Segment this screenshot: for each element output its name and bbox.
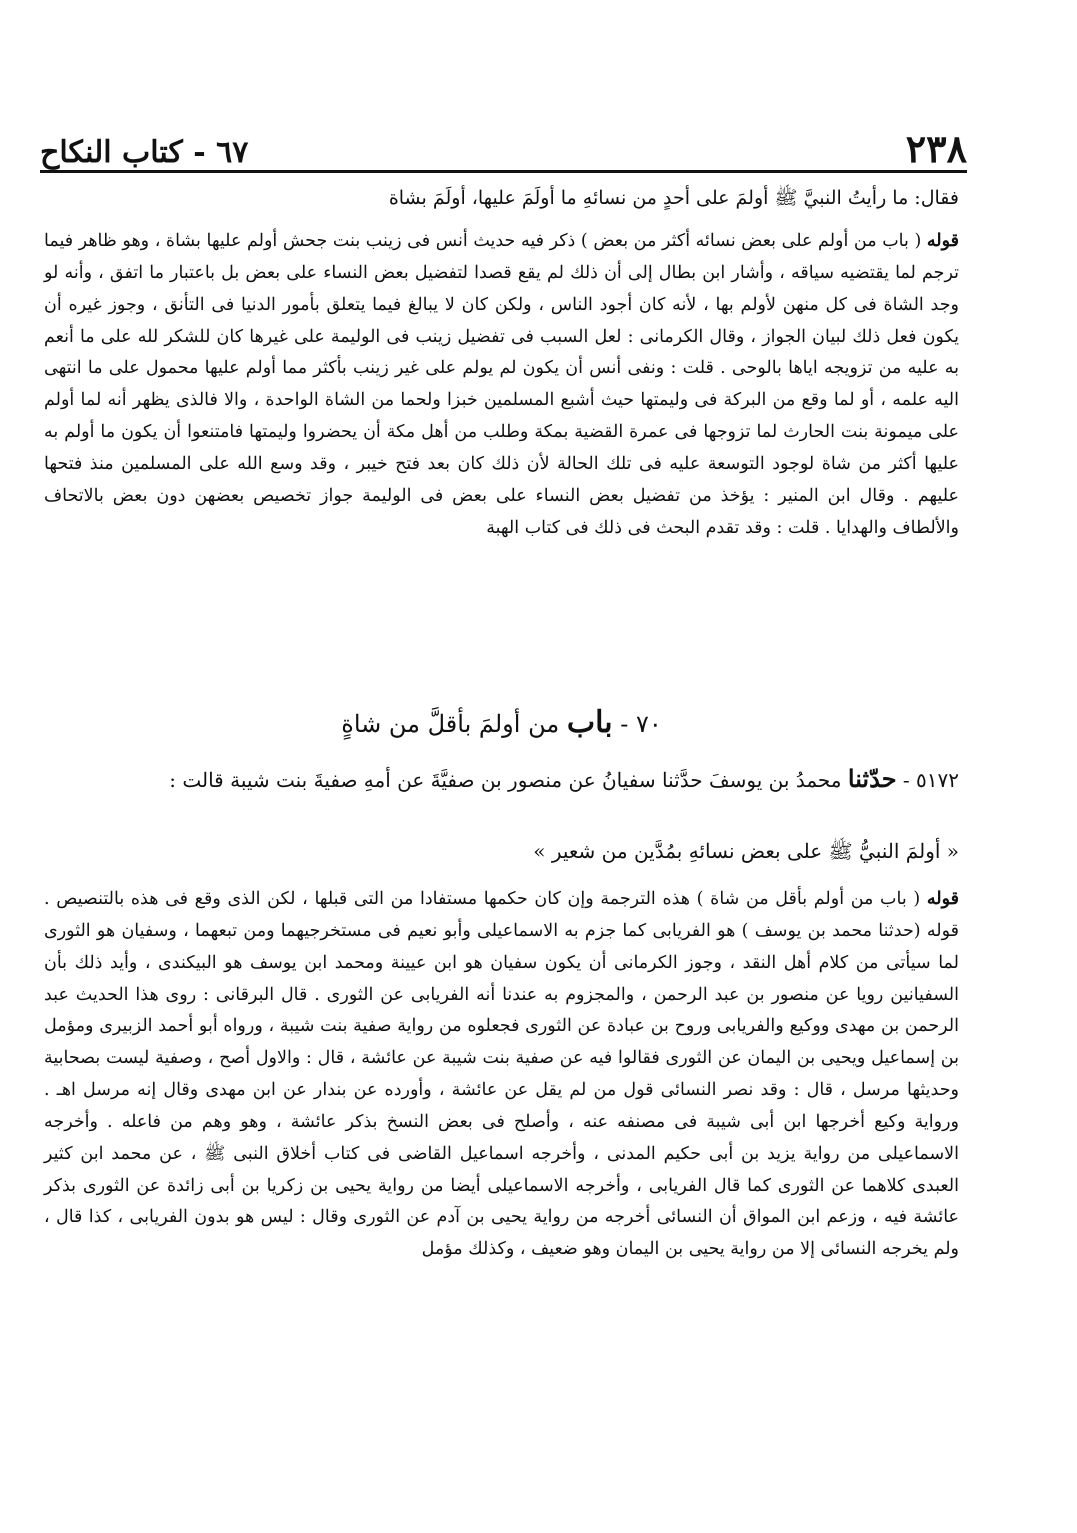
chapter-word: باب [566, 705, 613, 740]
commentary-1-lead: قوله [926, 231, 959, 251]
commentary-2-body [44, 884, 959, 1266]
page-header [40, 112, 967, 171]
commentary-1-text: ( باب من أولم على بعض نسائه أكثر من بعض ) ذكر فيه حديث أنس فى زينب بنت جحش أولم عليها بشاة ، وهو ظاهر فيما ترجم لما يقتضيه سياقه ، وأشار ابن بطال إلى أن ذلك لم يقع قصدا لتفضيل بعض النساء على بعض بل باعتبار ما اتفق ، وأنه لو وجد الشاة فى كل منهن لأولم بها ، لأنه كان أجود الناس ، ولكن كان لا يبالغ فيما يتعلق بأمور الدنيا فى التأنق ، وجوز غيره أن يكون فعل ذلك لبيان الجواز ، وقال الكرمانى : لعل السبب فى تفضيل زينب فى الوليمة على غيرها كان للشكر لله على ما أنعم به عليه من تزويجه اياها بالوحى . قلت : ونفى أنس أن يكون لم يولم على غير زينب بأكثر مما أولم عليها محمول على ما انتهى اليه علمه ، أو لما وقع من البركة فى وليمتها حيث أشبع المسلمين خبزا ولحما من الشاة الواحدة ، والا فالذى يظهر أنه لما أولم على ميمونة بنت الحارث لما تزوجها فى عمرة القضية بمكة وطلب من أهل مكة أن يحضروا وليمتها فامتنعوا أن يكون ما أولم به عليها أكثر من شاة لوجود التوسعة عليه فى تلك الحالة لأن ذلك كان بعد فتح خيبر ، وقد وسع الله على المسلمين منذ فتحها عليهم . وقال ابن المنير : يؤخذ من تفضيل بعض النساء على بعض فى الوليمة جواز تخصيص بعضهن دون بعض بالاتحاف والألطاف والهدايا . قلت : وقد تقدم البحث فى ذلك فى كتاب الهبة [44, 231, 959, 538]
header-divider [40, 170, 967, 173]
hadith-text-top [44, 180, 959, 216]
chapter-number: ٧٠ - [620, 710, 662, 738]
page-number: ٢٣٨ [905, 126, 967, 171]
commentary-2-text: ( باب من أولم بأقل من شاة ) هذه الترجمة وإن كان حكمها مستفادا من التى قبلها ، لكن الذى وقع فى هذه بالتنصيص . قوله (حدثنا محمد بن يوسف ) هو الفريابى كما جزم به الاسماعيلى وأبو نعيم فى مستخرجيهما ومن تبعهما ، وسفيان هو الثورى لما سيأتى من كلام أهل النقد ، وجوز الكرمانى أن يكون سفيان هو ابن عيينة ومحمد ابن يوسف هو البيكندى ، وأيد ذلك بأن السفيانين رويا عن منصور بن عبد الرحمن ، والمجزوم به عندنا أنه الفريابى عن الثورى . قال البرقانى : روى هذا الحديث عبد الرحمن بن مهدى ووكيع والفريابى وروح بن عبادة عن الثورى فجعلوه من رواية صفية بنت شيبة ، ورواه أبو أحمد الزبيرى ومؤمل بن إسماعيل ويحيى بن اليمان عن الثورى فقالوا فيه عن صفية بنت شيبة عن عائشة ، قال : والاول أصح ، وصفية ليست بصحابية وحديثها مرسل ، قال : وقد نصر النسائى قول من لم يقل عن عائشة ، وأورده عن بندار عن ابن مهدى وقال إنه مرسل اهـ . ورواية وكيع أخرجها ابن أبى شيبة فى مصنفه عنه ، وأصلح فى بعض النسخ بذكر عائشة ، وهو وهم من فاعله . وأخرجه الاسماعيلى من رواية يزيد بن أبى حكيم المدنى ، وأخرجه اسماعيل القاضى فى كتاب أخلاق النبى ﷺ ، عن محمد ابن كثير العبدى كلاهما عن الثورى كما قال الفريابى ، وأخرجه الاسماعيلى أيضا من رواية يحيى بن زكريا بن أبى زائدة عن الثورى بذكر عائشة فيه ، وزعم ابن المواق أن النسائى أخرجه من رواية يحيى بن آدم عن الثورى وقال : ليس هو بدون الفريابى ، كذا قال ، ولم يخرجه النسائى إلا من رواية يحيى بن اليمان وهو ضعيف ، وكذلك مؤمل [44, 889, 960, 1260]
commentary-2-lead: قوله [926, 889, 959, 909]
running-title: ٦٧ - كتاب النكاح [40, 135, 249, 170]
commentary-1-body [44, 226, 959, 544]
hadith-matn: « أولمَ النبيُّ ﷺ على بعض نسائهِ بمُدَّين من شعير » [533, 839, 959, 863]
chapter-title: من أولمَ بأقلَّ من شاةٍ [341, 710, 560, 738]
hadith-number: ٥١٧٢ - [902, 768, 959, 792]
chapter-heading [44, 705, 959, 740]
hadith-top-line: فقال: ما رأيتُ النبيَّ ﷺ أولمَ على أحدٍ من نسائهِ ما أولَمَ عليها، أولَمَ بشاة [388, 187, 959, 209]
commentary-paragraph-2 [44, 884, 959, 1266]
hadith-isnad [44, 760, 959, 798]
isnad-text: محمدُ بن يوسفَ حدَّثنا سفيانُ عن منصور بن صفيَّةَ عن أمهِ صفيةَ بنت شيبة قالت : [169, 768, 842, 792]
haddathana-word: حدّثنا [847, 764, 897, 793]
commentary-paragraph-1 [44, 226, 959, 544]
